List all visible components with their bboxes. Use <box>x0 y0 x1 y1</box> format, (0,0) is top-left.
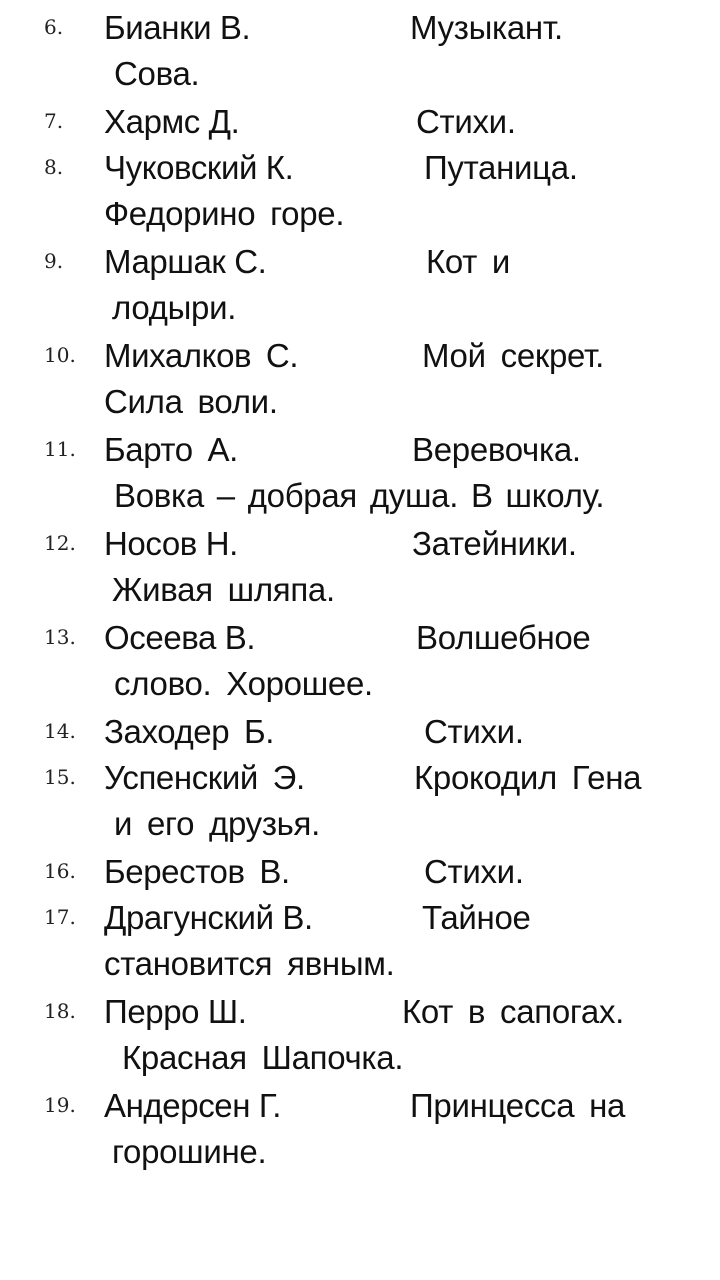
item-author: Перро Ш. <box>104 993 247 1030</box>
list-item <box>0 4 720 51</box>
list-item <box>0 614 720 661</box>
item-number: 15. <box>44 765 76 789</box>
item-title: Кот и <box>426 243 511 280</box>
list-item <box>0 1082 720 1129</box>
item-number: 16. <box>44 859 76 883</box>
item-title-continuation: Живая шляпа. <box>112 571 335 608</box>
item-author: Михалков С. <box>104 337 299 374</box>
item-title: Веревочка. <box>412 431 581 468</box>
item-number: 7. <box>44 109 64 133</box>
item-title: Музыкант. <box>410 9 563 46</box>
item-author: Драгунский В. <box>104 899 313 936</box>
item-author: Носов Н. <box>104 525 238 562</box>
item-number: 13. <box>44 625 76 649</box>
item-number: 18. <box>44 999 76 1023</box>
list-item <box>0 426 720 473</box>
item-number: 17. <box>44 905 76 929</box>
list-item <box>0 144 720 191</box>
item-title-continuation: и его друзья. <box>114 805 320 842</box>
list-item-continuation <box>0 940 720 987</box>
list-item <box>0 708 720 755</box>
item-title: Крокодил Гена <box>414 759 642 796</box>
item-author: Хармс Д. <box>104 103 240 140</box>
item-number: 19. <box>44 1093 76 1117</box>
item-number: 6. <box>44 15 64 39</box>
item-title: Волшебное <box>416 619 591 656</box>
item-number: 8. <box>44 155 64 179</box>
list-item <box>0 238 720 285</box>
item-author: Бианки В. <box>104 9 251 46</box>
list-item <box>0 98 720 145</box>
item-title-continuation: слово. Хорошее. <box>114 665 373 702</box>
item-author: Барто А. <box>104 431 238 468</box>
item-author: Андерсен Г. <box>104 1087 282 1124</box>
list-item <box>0 848 720 895</box>
item-title: Стихи. <box>416 103 516 140</box>
item-author: Маршак С. <box>104 243 267 280</box>
item-author: Осеева В. <box>104 619 256 656</box>
list-item-continuation <box>0 284 720 331</box>
item-title: Мой секрет. <box>422 337 605 374</box>
list-item-continuation <box>0 1034 720 1081</box>
item-title: Стихи. <box>424 713 524 750</box>
item-number: 9. <box>44 249 64 273</box>
item-title-continuation: Красная Шапочка. <box>122 1039 404 1076</box>
list-item-continuation <box>0 1128 720 1175</box>
item-title-continuation: Сила воли. <box>104 383 278 420</box>
list-item <box>0 332 720 379</box>
list-item-continuation <box>0 800 720 847</box>
item-title: Путаница. <box>424 149 578 186</box>
list-item-continuation <box>0 190 720 237</box>
item-author: Успенский Э. <box>104 759 305 796</box>
item-title: Стихи. <box>424 853 524 890</box>
item-number: 12. <box>44 531 76 555</box>
item-title: Затейники. <box>412 525 577 562</box>
list-item-continuation <box>0 378 720 425</box>
item-number: 14. <box>44 719 76 743</box>
list-item <box>0 520 720 567</box>
list-item-continuation <box>0 472 720 519</box>
list-item-continuation <box>0 660 720 707</box>
list-item-continuation <box>0 566 720 613</box>
item-author: Заходер Б. <box>104 713 274 750</box>
list-item-continuation <box>0 50 720 97</box>
item-number: 10. <box>44 343 76 367</box>
item-title: Кот в сапогах. <box>402 993 625 1030</box>
item-author: Берестов В. <box>104 853 290 890</box>
list-item <box>0 988 720 1035</box>
item-title-continuation: Федорино горе. <box>104 195 345 232</box>
item-title-continuation: становится явным. <box>104 945 395 982</box>
list-item <box>0 894 720 941</box>
item-number: 11. <box>44 437 76 461</box>
item-author: Чуковский К. <box>104 149 294 186</box>
item-title-continuation: горошине. <box>112 1133 267 1170</box>
item-title-continuation: Сова. <box>114 55 200 92</box>
item-title: Тайное <box>422 899 531 936</box>
item-title: Принцесса на <box>410 1087 626 1124</box>
list-item <box>0 754 720 801</box>
item-title-continuation: лодыри. <box>112 289 237 326</box>
item-title-continuation: Вовка – добрая душа. В школу. <box>114 477 605 514</box>
